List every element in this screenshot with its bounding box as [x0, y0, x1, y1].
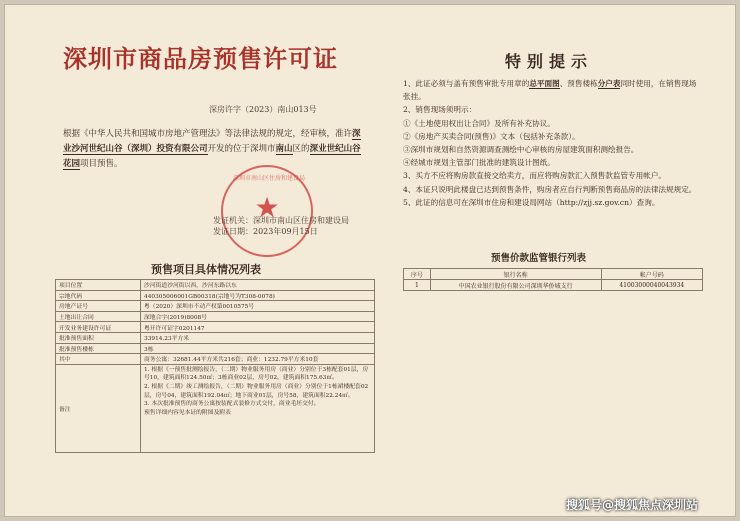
- row-label: 土地出让合同: [56, 311, 141, 322]
- seal-star-icon: ★: [254, 191, 280, 224]
- project-table: [55, 279, 375, 453]
- row-value: 粤开许可证字0201147: [141, 322, 375, 333]
- official-seal: [221, 165, 313, 257]
- table-cell: 中国农业银行股份有限公司深圳华侨城支行: [430, 280, 601, 291]
- row-label: 项目位置: [56, 280, 141, 291]
- table-cell: 41003000040043934: [601, 280, 702, 291]
- notice-text: ②《房地产买卖合同(预售)》文本（包括补充条款）。: [403, 131, 580, 141]
- notice-text: 4、本证只说明此楼盘已达到预售条件，购房者应自行判断预售商品房的法律法规规定。: [403, 184, 697, 194]
- notice-text: ③深圳市规划和自然资源调查测绘中心审核的房屋建筑面积测绘报告。: [403, 145, 639, 155]
- row-label: 其中: [56, 354, 141, 365]
- notice-item: [403, 156, 703, 169]
- certificate-title: 深圳市商品房预售许可证: [63, 44, 338, 73]
- table-row: [56, 311, 375, 322]
- notice-item: [403, 183, 703, 196]
- table-row: [56, 301, 375, 312]
- row-label: 备注: [56, 364, 141, 452]
- column-header: 序号: [404, 269, 431, 280]
- notice-text: 、预售楼栋: [559, 79, 598, 88]
- notice-item: [403, 103, 703, 116]
- note-line: 预售详细内容见本证的附图及附表: [144, 409, 231, 416]
- row-label: 宗地代码: [56, 290, 141, 301]
- bank-table-title: 预售价款监管银行列表: [491, 253, 587, 264]
- table-row: [56, 322, 375, 333]
- table-row: [56, 364, 375, 452]
- intro-text-4: 项目预售。: [80, 159, 123, 169]
- note-line: 2. 根据《二期》竣工测绘报告，（二期）物业服务用房（商业）分别位于1栋裙楼配套02层，房号04，建筑面积192.04㎡；地下商业01层，房号58，建筑面积22.24㎡。: [144, 383, 369, 399]
- table-row: [56, 280, 375, 291]
- notice-item: [403, 169, 703, 182]
- row-value: 33914.23平方米: [141, 332, 375, 343]
- issue-date: 发证日期：2023年09月15日: [213, 227, 318, 236]
- row-value: 粤（2020）深圳市不动产权第0010575号: [141, 301, 375, 312]
- note-line: 1. 根据《一预售批测绘报告，（二期）物业服务用房（商业）分别位于3栋配套01层，房号10，建筑面积124.50㎡；3栋商业02层，房号02，建筑面积175.63㎡。: [144, 366, 369, 382]
- table-row: [56, 332, 375, 343]
- table-row: [56, 290, 375, 301]
- column-header: 银行名称: [430, 269, 601, 280]
- notice-item: [403, 143, 703, 156]
- row-value: 3栋: [141, 343, 375, 354]
- row-label: 开发业务建设许可证: [56, 322, 141, 333]
- seal-text: 深圳市南山区住房和建设局: [232, 175, 305, 182]
- bank-table: [403, 268, 703, 291]
- row-label: 批准预售楼栋: [56, 343, 141, 354]
- row-label: 批准预售面积: [56, 332, 141, 343]
- table-row: [56, 354, 375, 365]
- notice-bold: 分户表: [597, 79, 621, 88]
- certificate-intro: [63, 127, 363, 172]
- issuing-authority: 发证机关：深圳市南山区住房和建设局: [213, 216, 349, 225]
- notice-text: 同时使用，在销售现场张挂。: [403, 79, 697, 102]
- notice-text: 5、此证的信息可在深圳市住房和建设局网站（http://zjj.sz.gov.cn）查询。: [403, 197, 660, 207]
- notice-text: ④经城市规划主管部门批准的建筑设计图纸。: [403, 158, 555, 168]
- watermark: 搜狐号@搜狐焦点深圳站: [566, 498, 699, 512]
- column-header: 帐户号码: [601, 269, 702, 280]
- certificate-number: 深房许字（2023）南山013号: [209, 105, 317, 114]
- project-name: 深业世纪山谷花园: [63, 144, 361, 169]
- notice-text: 1、此证必须与盖有预售审批专用章的: [403, 79, 530, 88]
- district-name: 南山: [275, 144, 293, 154]
- notice-item: [403, 130, 703, 143]
- project-table-title: 预售项目具体情况列表: [151, 263, 261, 276]
- row-value: [141, 364, 375, 452]
- row-value: 深地合字(2019)8008号: [141, 311, 375, 322]
- issuer-block: [213, 215, 349, 237]
- notice-item: [403, 196, 703, 209]
- notice-item: [403, 77, 703, 103]
- row-value: 商务公寓：32681.44平方米共216套；商业：1232.79平方米10套: [141, 354, 375, 365]
- row-label: 房地产证号: [56, 301, 141, 312]
- table-row: [404, 280, 703, 291]
- notice-list: [403, 77, 703, 209]
- developer-name: 深业沙河世纪山谷（深圳）投资有限公司: [63, 129, 361, 154]
- row-value: 440305006001GB00318(宗地号为T308-0078): [141, 290, 375, 301]
- certificate-page: [4, 4, 736, 517]
- note-line: 3. 本次批准预售的商务公寓按装配式装修方式交付，商业毛坯交付。: [144, 401, 320, 408]
- notice-title: 特别提示: [505, 52, 594, 71]
- notice-bold: 总平面图: [529, 79, 560, 88]
- notice-text: 3、买方不应将购房款直接交给卖方，而应将购房款汇入预售款监管专用帐户。: [403, 171, 667, 181]
- notice-item: [403, 117, 703, 130]
- intro-text-2: 开发的位于深圳市: [207, 144, 276, 154]
- table-cell: 1: [404, 280, 431, 291]
- notice-text: ①《土地使用权出让合同》及所有补充协议。: [403, 118, 555, 128]
- row-value: 沙河街道沙河街以西，沙河东路以东: [141, 280, 375, 291]
- intro-text-1: 根据《中华人民共和国城市房地产管理法》等法律法规的规定，经审核，准许: [63, 129, 353, 139]
- table-row: [56, 343, 375, 354]
- intro-text-3: 区的: [292, 144, 310, 154]
- notice-text: 2、销售现场须明示：: [403, 105, 477, 115]
